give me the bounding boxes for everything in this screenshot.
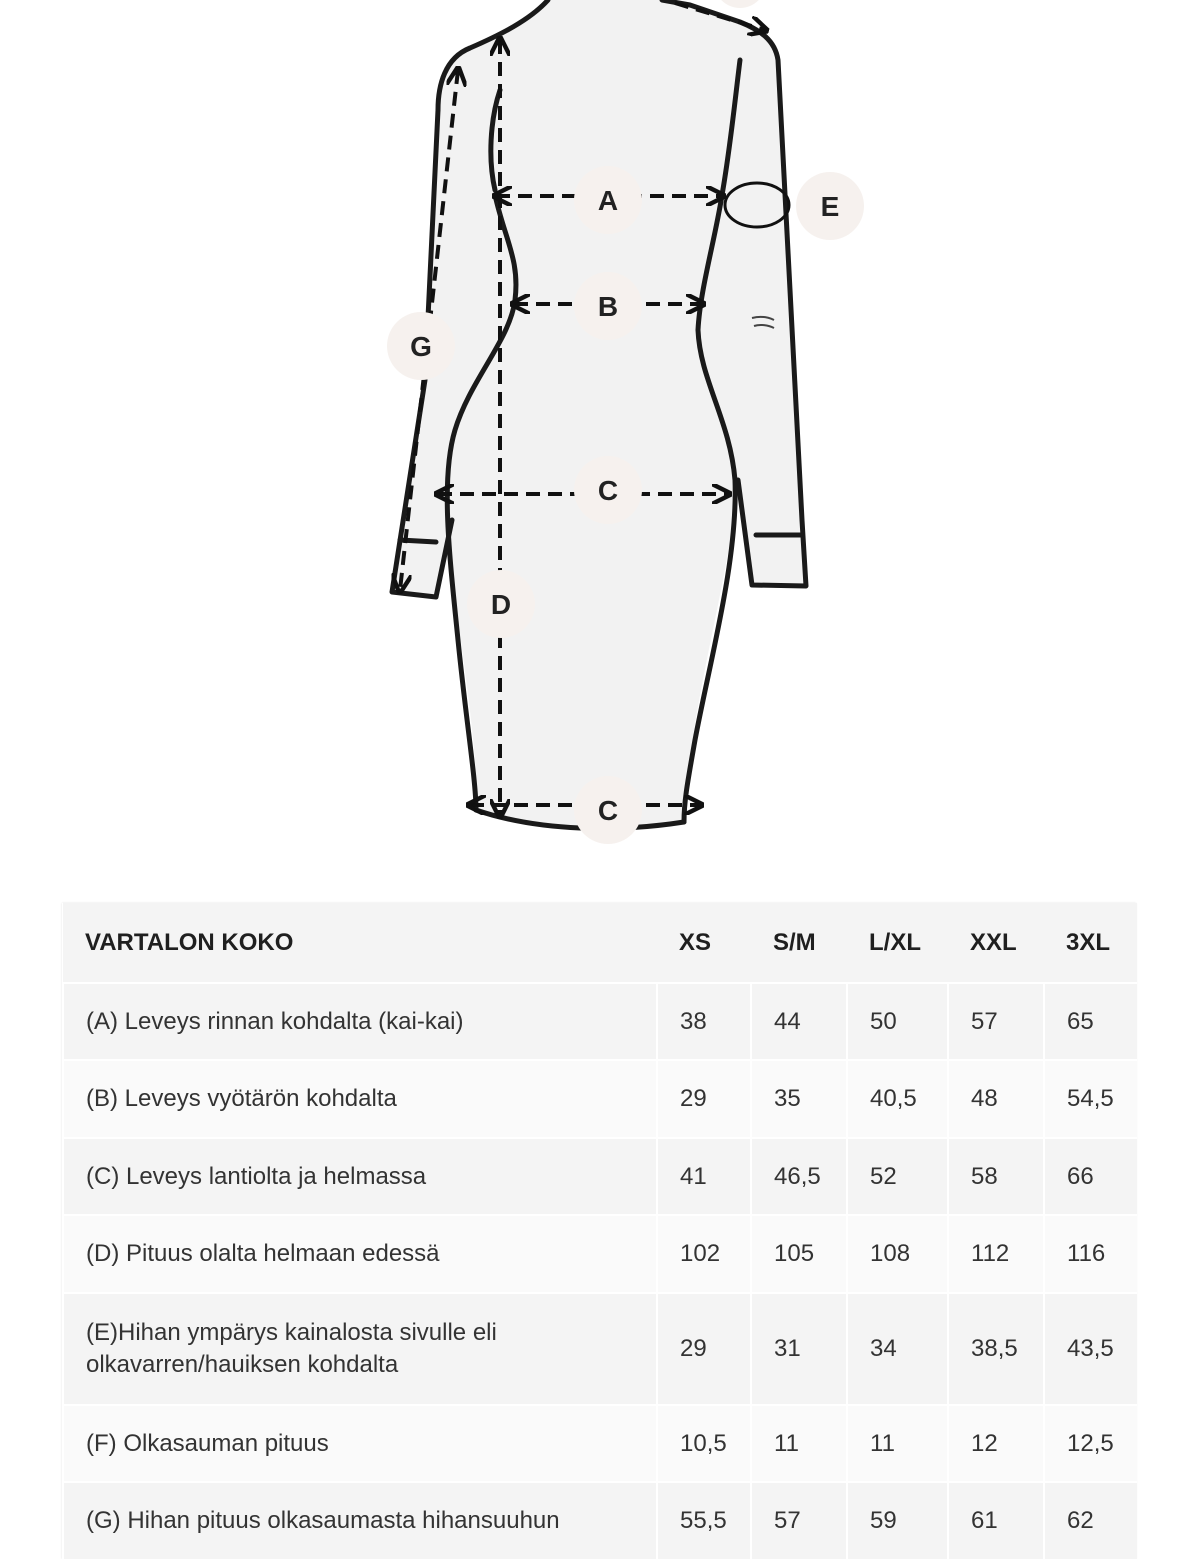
- cell-value: 34: [847, 1293, 948, 1405]
- row-label: (D) Pituus olalta helmaan edessä: [63, 1215, 657, 1293]
- table-row: [63, 1215, 1137, 1293]
- header-size: XXL: [948, 903, 1044, 983]
- cell-value: 29: [657, 1293, 751, 1405]
- row-label: (C) Leveys lantiolta ja helmassa: [63, 1138, 657, 1215]
- cell-value: 66: [1044, 1138, 1137, 1215]
- svg-text:C: C: [597, 475, 619, 506]
- cell-value: 112: [948, 1215, 1044, 1293]
- cell-value: 59: [847, 1482, 948, 1559]
- cell-value: 12: [948, 1405, 1044, 1482]
- cell-value: 48: [948, 1060, 1044, 1138]
- table-header-row: [63, 903, 1137, 983]
- header-title: VARTALON KOKO: [63, 903, 657, 983]
- table-row: [63, 983, 1137, 1060]
- row-label: (B) Leveys vyötärön kohdalta: [63, 1060, 657, 1138]
- svg-text:B: B: [597, 291, 619, 322]
- table-row: [63, 1060, 1137, 1138]
- cell-value: 57: [751, 1482, 847, 1559]
- cell-value: 38: [657, 983, 751, 1060]
- table-row: [63, 1293, 1137, 1405]
- cell-value: 58: [948, 1138, 1044, 1215]
- cell-value: 65: [1044, 983, 1137, 1060]
- svg-text:E: E: [820, 191, 840, 222]
- label-c-hem: [574, 776, 642, 844]
- table-row: [63, 1405, 1137, 1482]
- table-row: [63, 1482, 1137, 1559]
- row-label: (E)Hihan ympärys kainalosta sivulle eli olkavarren/hauiksen kohdalta: [63, 1293, 657, 1405]
- label-b: [574, 272, 642, 340]
- header-size: L/XL: [847, 903, 948, 983]
- cell-value: 10,5: [657, 1405, 751, 1482]
- cell-value: 52: [847, 1138, 948, 1215]
- label-c-hip: [574, 456, 642, 524]
- cell-value: 55,5: [657, 1482, 751, 1559]
- cell-value: 105: [751, 1215, 847, 1293]
- label-f-partial: [714, 0, 766, 8]
- cell-value: 62: [1044, 1482, 1137, 1559]
- cell-value: 102: [657, 1215, 751, 1293]
- cell-value: 57: [948, 983, 1044, 1060]
- cell-value: 11: [751, 1405, 847, 1482]
- cell-value: 108: [847, 1215, 948, 1293]
- size-table-container: [62, 903, 1136, 1559]
- cell-value: 38,5: [948, 1293, 1044, 1405]
- label-g: [387, 312, 455, 380]
- cell-value: 43,5: [1044, 1293, 1137, 1405]
- label-d: [467, 570, 535, 638]
- cell-value: 11: [847, 1405, 948, 1482]
- row-label: (F) Olkasauman pituus: [63, 1405, 657, 1482]
- cell-value: 61: [948, 1482, 1044, 1559]
- cell-value: 54,5: [1044, 1060, 1137, 1138]
- cell-value: 46,5: [751, 1138, 847, 1215]
- size-table: [62, 903, 1137, 1559]
- cell-value: 29: [657, 1060, 751, 1138]
- cell-value: 44: [751, 983, 847, 1060]
- svg-text:D: D: [490, 589, 512, 620]
- cell-value: 31: [751, 1293, 847, 1405]
- cell-value: 12,5: [1044, 1405, 1137, 1482]
- table-row: [63, 1138, 1137, 1215]
- cell-value: 50: [847, 983, 948, 1060]
- cell-value: 35: [751, 1060, 847, 1138]
- cell-value: 116: [1044, 1215, 1137, 1293]
- dress-body-shape: [392, 0, 806, 827]
- cell-value: 40,5: [847, 1060, 948, 1138]
- row-label: (G) Hihan pituus olkasaumasta hihansuuhun: [63, 1482, 657, 1559]
- cell-value: 41: [657, 1138, 751, 1215]
- header-size: XS: [657, 903, 751, 983]
- svg-text:A: A: [597, 185, 619, 216]
- svg-text:C: C: [597, 795, 619, 826]
- svg-text:G: G: [410, 331, 432, 362]
- row-label: (A) Leveys rinnan kohdalta (kai-kai): [63, 983, 657, 1060]
- header-size: S/M: [751, 903, 847, 983]
- label-a: [574, 166, 642, 234]
- header-size: 3XL: [1044, 903, 1137, 983]
- label-e: [796, 172, 864, 240]
